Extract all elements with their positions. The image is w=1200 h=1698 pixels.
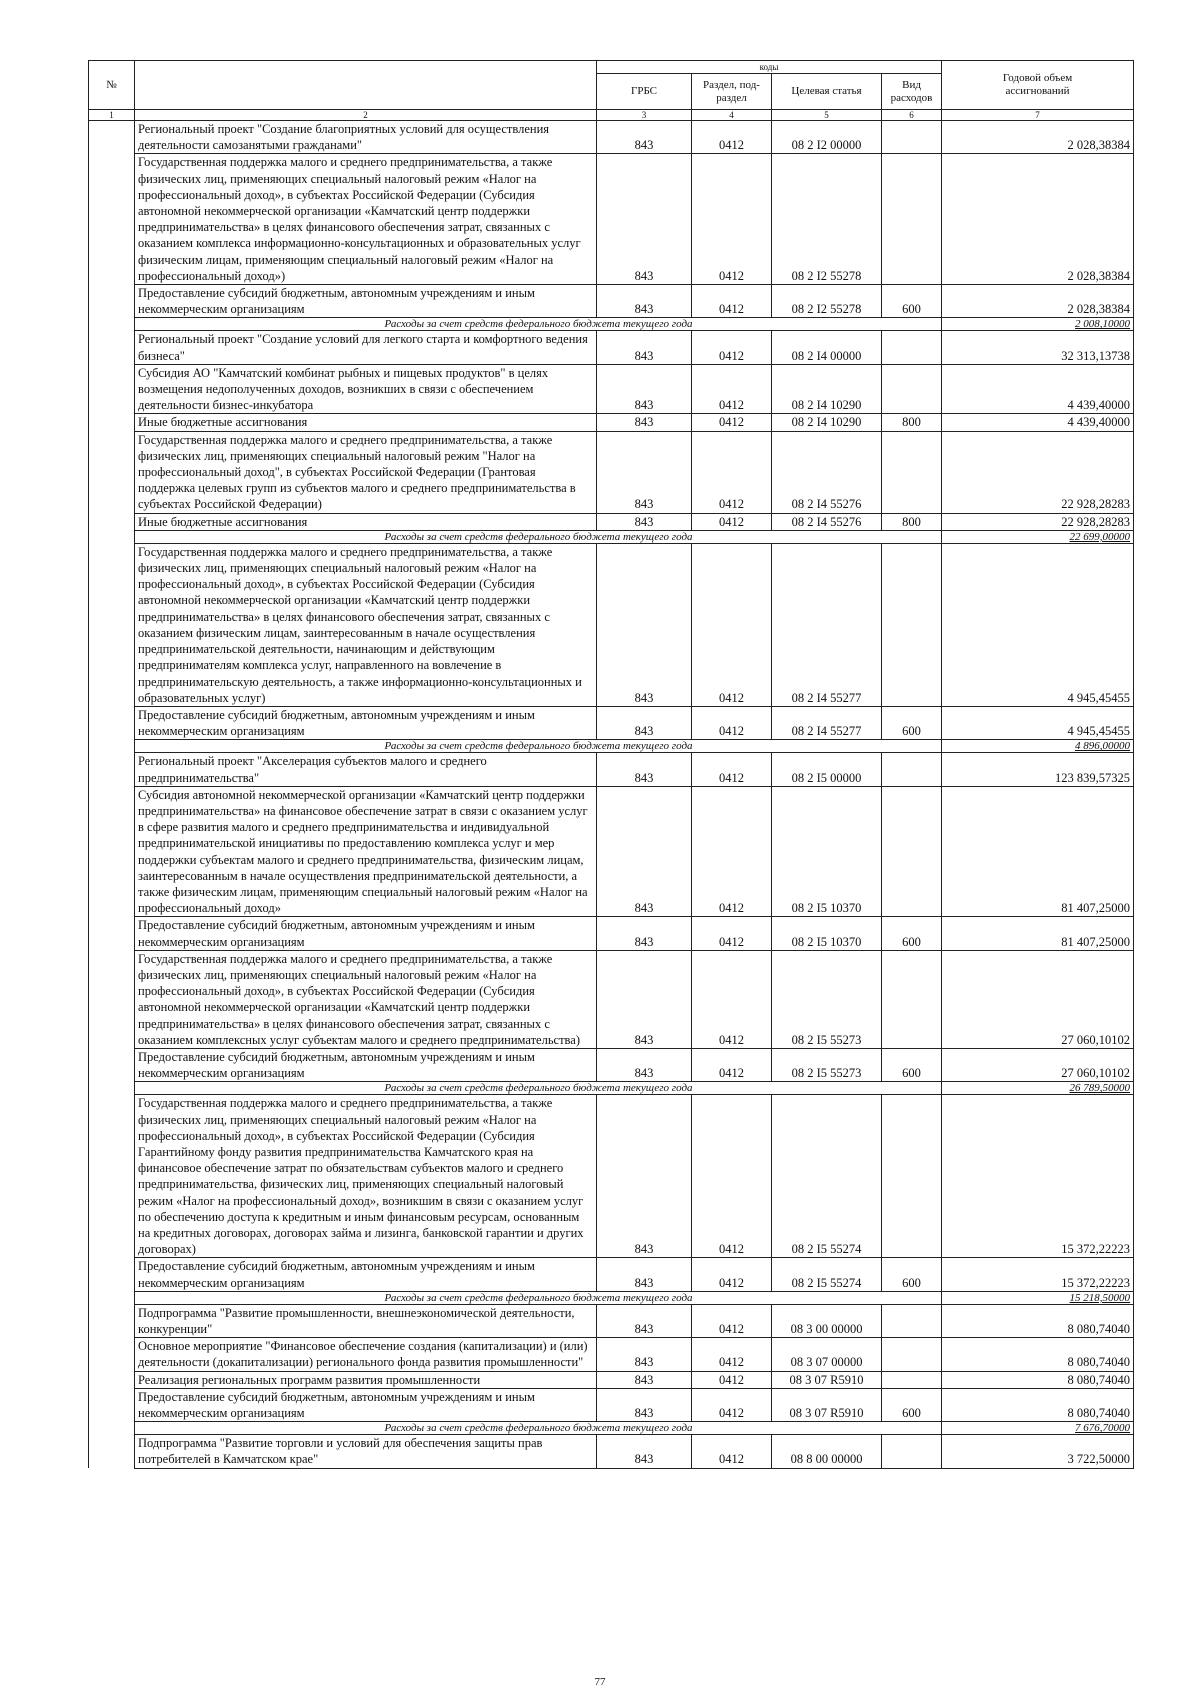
row-target-article: 08 2 I4 00000 — [772, 331, 882, 364]
row-number-cell — [89, 1371, 135, 1388]
table-row — [89, 364, 1134, 414]
table-row — [89, 1258, 1134, 1291]
budget-table-sheet — [88, 60, 1133, 1469]
column-number: 5 — [772, 110, 882, 121]
header-section: Раздел, под- раздел — [692, 74, 772, 110]
row-name: Государственная поддержка малого и среднего предпринимательства, а также физических лиц, применяющих специальный налоговый режим «Налог на профессиональный доход», в субъектах Российской Федерации (Субсидия автономной некоммерческой организации «Камчатский центр поддержки предпринимательства» в целях финансового обеспечения затрат, связанных с оказанием комплекса информационно-консультационных и образовательных услуг физическим лицам, применяющим специальный налоговый режим «Налог на профессиональный доход») — [135, 154, 597, 285]
row-name: Субсидия автономной некоммерческой организации «Камчатский центр поддержки предпринимательства» на финансовое обеспечение затрат в связи с оказанием услуг в сфере развития малого и среднего предпринимательства и индивидуальной предпринимательской инициативы по предоставлению комплекса услуг и мер поддержки субъектам малого и среднего предпринимательства, физическим лицам, заинтересованным в начале осуществления предпринимательской деятельности, а также физическим лицам, применяющим специальный налоговый режим «Налог на профессиональный доход» — [135, 786, 597, 917]
row-number-cell — [89, 154, 135, 285]
row-section: 0412 — [692, 1095, 772, 1258]
header-annual-volume: Годовой объем ассигнований — [942, 61, 1134, 110]
row-amount: 22 928,28283 — [942, 431, 1134, 513]
row-amount: 3 722,50000 — [942, 1435, 1134, 1468]
row-grbs: 843 — [597, 331, 692, 364]
row-section: 0412 — [692, 1435, 772, 1468]
row-target-article: 08 2 I5 55274 — [772, 1095, 882, 1258]
row-grbs: 843 — [597, 1304, 692, 1337]
row-section: 0412 — [692, 950, 772, 1048]
row-target-article: 08 2 I5 55273 — [772, 950, 882, 1048]
row-grbs: 843 — [597, 121, 692, 154]
table-row — [89, 950, 1134, 1048]
row-section: 0412 — [692, 917, 772, 950]
row-grbs: 843 — [597, 786, 692, 917]
row-section: 0412 — [692, 431, 772, 513]
row-amount: 27 060,10102 — [942, 950, 1134, 1048]
row-name: Реализация региональных программ развития промышленности — [135, 1371, 597, 1388]
row-amount: 22 928,28283 — [942, 513, 1134, 530]
table-body — [89, 121, 1134, 1469]
row-expense-type: 800 — [882, 513, 942, 530]
row-grbs: 843 — [597, 285, 692, 318]
row-expense-type: 600 — [882, 1388, 942, 1421]
table-row — [89, 1048, 1134, 1081]
row-number-cell — [89, 1388, 135, 1421]
row-number-cell — [89, 1258, 135, 1291]
row-target-article: 08 2 I5 55273 — [772, 1048, 882, 1081]
row-target-article: 08 2 I4 55277 — [772, 543, 882, 706]
row-amount: 4 439,40000 — [942, 364, 1134, 414]
column-number: 6 — [882, 110, 942, 121]
row-grbs: 843 — [597, 513, 692, 530]
row-amount: 81 407,25000 — [942, 786, 1134, 917]
row-section: 0412 — [692, 786, 772, 917]
row-number-cell — [89, 364, 135, 414]
row-number-cell — [89, 318, 135, 331]
table-row — [89, 753, 1134, 786]
table-row — [89, 1304, 1134, 1337]
row-section: 0412 — [692, 331, 772, 364]
row-section: 0412 — [692, 1048, 772, 1081]
row-amount: 4 439,40000 — [942, 414, 1134, 431]
row-expense-type — [882, 786, 942, 917]
row-target-article: 08 2 I4 55277 — [772, 706, 882, 739]
table-row — [89, 1371, 1134, 1388]
row-target-article: 08 3 00 00000 — [772, 1304, 882, 1337]
row-number-cell — [89, 1082, 135, 1095]
row-grbs: 843 — [597, 1338, 692, 1371]
row-expense-type — [882, 1338, 942, 1371]
row-name: Предоставление субсидий бюджетным, автономным учреждениям и иным некоммерческим организациям — [135, 1258, 597, 1291]
table-row — [89, 1388, 1134, 1421]
federal-budget-label: Расходы за счет средств федерального бюджета текущего года — [135, 318, 942, 331]
row-number-cell — [89, 513, 135, 530]
row-section: 0412 — [692, 154, 772, 285]
row-grbs: 843 — [597, 917, 692, 950]
row-target-article: 08 2 I4 10290 — [772, 364, 882, 414]
row-section: 0412 — [692, 543, 772, 706]
header-column-numbers — [89, 110, 1134, 121]
row-name: Региональный проект "Создание условий для легкого старта и комфортного ведения бизнеса" — [135, 331, 597, 364]
row-amount: 15 372,22223 — [942, 1095, 1134, 1258]
row-grbs: 843 — [597, 543, 692, 706]
row-section: 0412 — [692, 285, 772, 318]
row-number-cell — [89, 753, 135, 786]
row-number-cell — [89, 121, 135, 154]
column-number: 3 — [597, 110, 692, 121]
row-target-article: 08 2 I5 10370 — [772, 786, 882, 917]
federal-budget-row — [89, 1422, 1134, 1435]
row-number-cell — [89, 1291, 135, 1304]
federal-budget-amount: 7 676,70000 — [942, 1422, 1134, 1435]
row-amount: 32 313,13738 — [942, 331, 1134, 364]
row-expense-type — [882, 331, 942, 364]
row-name: Региональный проект "Акселерация субъектов малого и среднего предпринимательства" — [135, 753, 597, 786]
row-section: 0412 — [692, 1338, 772, 1371]
row-number-cell — [89, 950, 135, 1048]
row-section: 0412 — [692, 1304, 772, 1337]
row-name: Предоставление субсидий бюджетным, автономным учреждениям и иным некоммерческим организациям — [135, 706, 597, 739]
row-amount: 15 372,22223 — [942, 1258, 1134, 1291]
row-name: Предоставление субсидий бюджетным, автономным учреждениям и иным некоммерческим организациям — [135, 917, 597, 950]
row-amount: 2 028,38384 — [942, 154, 1134, 285]
row-amount: 2 028,38384 — [942, 285, 1134, 318]
table-row — [89, 706, 1134, 739]
table-row — [89, 1435, 1134, 1468]
row-number-cell — [89, 285, 135, 318]
row-grbs: 843 — [597, 753, 692, 786]
federal-budget-amount: 26 789,50000 — [942, 1082, 1134, 1095]
row-name: Государственная поддержка малого и среднего предпринимательства, а также физических лиц, применяющих специальный налоговый режим «Налог на профессиональный доход», в субъектах Российской Федерации (Субсидия автономной некоммерческой организации «Камчатский центр поддержки предпринимательства» в целях финансового обеспечения затрат, связанных с оказанием комплексных услуг субъектам малого и среднего предпринимательства) — [135, 950, 597, 1048]
row-target-article: 08 3 07 00000 — [772, 1338, 882, 1371]
row-target-article: 08 8 00 00000 — [772, 1435, 882, 1468]
row-grbs: 843 — [597, 364, 692, 414]
row-name: Иные бюджетные ассигнования — [135, 513, 597, 530]
federal-budget-label: Расходы за счет средств федерального бюджета текущего года — [135, 740, 942, 753]
row-number-cell — [89, 917, 135, 950]
table-row — [89, 1338, 1134, 1371]
row-name: Подпрограмма "Развитие промышленности, внешнеэкономической деятельности, конкуренции" — [135, 1304, 597, 1337]
row-number-cell — [89, 1095, 135, 1258]
row-expense-type: 600 — [882, 1048, 942, 1081]
row-number-cell — [89, 530, 135, 543]
row-name: Государственная поддержка малого и среднего предпринимательства, а также физических лиц, применяющих специальный налоговый режим «Налог на профессиональный доход», в субъектах Российской Федерации (Субсидия Гарантийному фонду развития предпринимательства Камчатского края на финансовое обеспечение затрат по обязательствам субъектов малого и среднего предпринимательства, физических лиц, применяющих специальный налоговый режим «Налог на профессиональный доход», возникшим в связи с оказанием услуг по обеспечению доступа к кредитным и иным финансовым ресурсам, основанным на кредитных договорах, договорах займа и лизинга, банковской гарантии и других договорах) — [135, 1095, 597, 1258]
table-row — [89, 414, 1134, 431]
row-grbs: 843 — [597, 1095, 692, 1258]
header-name — [135, 61, 597, 110]
row-expense-type — [882, 154, 942, 285]
row-target-article: 08 2 I4 55276 — [772, 513, 882, 530]
row-amount: 123 839,57325 — [942, 753, 1134, 786]
table-row — [89, 917, 1134, 950]
table-row — [89, 786, 1134, 917]
row-name: Государственная поддержка малого и среднего предпринимательства, а также физических лиц, применяющих специальный налоговый режим "Налог на профессиональный доход", в субъектах Российской Федерации (Грантовая поддержка целевых групп из субъектов малого и среднего предпринимательства в субъектах Российской Федерации) — [135, 431, 597, 513]
row-expense-type: 600 — [882, 285, 942, 318]
header-expense-type: Вид расходов — [882, 74, 942, 110]
row-number-cell — [89, 543, 135, 706]
row-name: Основное мероприятие "Финансовое обеспечение создания (капитализации) и (или) деятельности (докапитализации) регионального фонда развития промышленности" — [135, 1338, 597, 1371]
budget-table — [88, 60, 1134, 1469]
row-number-cell — [89, 786, 135, 917]
federal-budget-amount: 15 218,50000 — [942, 1291, 1134, 1304]
row-number-cell — [89, 431, 135, 513]
row-amount: 8 080,74040 — [942, 1371, 1134, 1388]
row-target-article: 08 2 I5 10370 — [772, 917, 882, 950]
page-number: 77 — [594, 1676, 606, 1688]
row-target-article: 08 2 I4 55276 — [772, 431, 882, 513]
row-section: 0412 — [692, 1258, 772, 1291]
row-number-cell — [89, 740, 135, 753]
column-number: 1 — [89, 110, 135, 121]
row-name: Предоставление субсидий бюджетным, автономным учреждениям и иным некоммерческим организациям — [135, 1388, 597, 1421]
row-grbs: 843 — [597, 950, 692, 1048]
table-row — [89, 513, 1134, 530]
row-amount: 8 080,74040 — [942, 1304, 1134, 1337]
row-amount: 81 407,25000 — [942, 917, 1134, 950]
row-expense-type — [882, 1304, 942, 1337]
row-amount: 8 080,74040 — [942, 1338, 1134, 1371]
row-expense-type — [882, 1435, 942, 1468]
row-target-article: 08 3 07 R5910 — [772, 1371, 882, 1388]
header-number: № — [89, 61, 135, 110]
row-number-cell — [89, 1304, 135, 1337]
row-number-cell — [89, 1435, 135, 1468]
row-expense-type: 600 — [882, 1258, 942, 1291]
federal-budget-row — [89, 318, 1134, 331]
row-grbs: 843 — [597, 1435, 692, 1468]
row-expense-type — [882, 1371, 942, 1388]
row-amount: 8 080,74040 — [942, 1388, 1134, 1421]
federal-budget-row — [89, 1082, 1134, 1095]
row-number-cell — [89, 1338, 135, 1371]
row-amount: 4 945,45455 — [942, 706, 1134, 739]
federal-budget-label: Расходы за счет средств федерального бюджета текущего года — [135, 1422, 942, 1435]
row-section: 0412 — [692, 121, 772, 154]
row-expense-type — [882, 121, 942, 154]
row-section: 0412 — [692, 364, 772, 414]
row-section: 0412 — [692, 706, 772, 739]
federal-budget-label: Расходы за счет средств федерального бюджета текущего года — [135, 1082, 942, 1095]
row-expense-type — [882, 543, 942, 706]
federal-budget-row — [89, 530, 1134, 543]
row-section: 0412 — [692, 513, 772, 530]
row-grbs: 843 — [597, 154, 692, 285]
row-target-article: 08 2 I5 00000 — [772, 753, 882, 786]
federal-budget-amount: 2 008,10000 — [942, 318, 1134, 331]
row-expense-type — [882, 431, 942, 513]
row-expense-type — [882, 950, 942, 1048]
row-grbs: 843 — [597, 1388, 692, 1421]
column-number: 7 — [942, 110, 1134, 121]
federal-budget-row — [89, 1291, 1134, 1304]
row-expense-type — [882, 1095, 942, 1258]
row-grbs: 843 — [597, 414, 692, 431]
row-name: Субсидия АО "Камчатский комбинат рыбных и пищевых продуктов" в целях возмещения недополученных доходов, возникших в связи с обеспечением деятельности бизнес-инкубатора — [135, 364, 597, 414]
row-target-article: 08 3 07 R5910 — [772, 1388, 882, 1421]
header-grbs: ГРБС — [597, 74, 692, 110]
row-name: Государственная поддержка малого и среднего предпринимательства, а также физических лиц, применяющих специальный налоговый режим «Налог на профессиональный доход», в субъектах Российской Федерации (Субсидия автономной некоммерческой организации «Камчатский центр поддержки предпринимательства» в целях финансового обеспечения затрат, связанных с оказанием физическим лицам, заинтересованным в начале осуществления предпринимательской деятельности, начинающим и действующим предпринимателям комплекса услуг, направленного на вовлечение в предпринимательскую деятельность, а также информационно-консультационных и образовательных услуг) — [135, 543, 597, 706]
row-number-cell — [89, 331, 135, 364]
row-number-cell — [89, 414, 135, 431]
row-expense-type — [882, 753, 942, 786]
federal-budget-amount: 4 896,00000 — [942, 740, 1134, 753]
row-number-cell — [89, 1422, 135, 1435]
row-amount: 4 945,45455 — [942, 543, 1134, 706]
federal-budget-amount: 22 699,00000 — [942, 530, 1134, 543]
row-name: Иные бюджетные ассигнования — [135, 414, 597, 431]
federal-budget-label: Расходы за счет средств федерального бюджета текущего года — [135, 1291, 942, 1304]
row-expense-type: 600 — [882, 706, 942, 739]
column-number: 2 — [135, 110, 597, 121]
table-row — [89, 543, 1134, 706]
row-name: Предоставление субсидий бюджетным, автономным учреждениям и иным некоммерческим организациям — [135, 285, 597, 318]
header-codes: коды — [597, 61, 942, 74]
row-target-article: 08 2 I4 10290 — [772, 414, 882, 431]
row-expense-type: 600 — [882, 917, 942, 950]
row-target-article: 08 2 I2 55278 — [772, 154, 882, 285]
header-target-article: Целевая статья — [772, 74, 882, 110]
row-grbs: 843 — [597, 706, 692, 739]
table-row — [89, 1095, 1134, 1258]
row-target-article: 08 2 I5 55274 — [772, 1258, 882, 1291]
row-name: Предоставление субсидий бюджетным, автономным учреждениям и иным некоммерческим организациям — [135, 1048, 597, 1081]
row-expense-type — [882, 364, 942, 414]
row-section: 0412 — [692, 1371, 772, 1388]
row-section: 0412 — [692, 753, 772, 786]
row-name: Региональный проект "Создание благоприятных условий для осуществления деятельности самозанятыми гражданами" — [135, 121, 597, 154]
row-grbs: 843 — [597, 1258, 692, 1291]
table-row — [89, 154, 1134, 285]
column-number: 4 — [692, 110, 772, 121]
table-header — [89, 61, 1134, 121]
row-number-cell — [89, 706, 135, 739]
federal-budget-label: Расходы за счет средств федерального бюджета текущего года — [135, 530, 942, 543]
table-row — [89, 285, 1134, 318]
federal-budget-row — [89, 740, 1134, 753]
row-target-article: 08 2 I2 00000 — [772, 121, 882, 154]
row-expense-type: 800 — [882, 414, 942, 431]
row-grbs: 843 — [597, 431, 692, 513]
table-row — [89, 121, 1134, 154]
row-grbs: 843 — [597, 1048, 692, 1081]
row-number-cell — [89, 1048, 135, 1081]
row-amount: 27 060,10102 — [942, 1048, 1134, 1081]
row-section: 0412 — [692, 1388, 772, 1421]
row-grbs: 843 — [597, 1371, 692, 1388]
row-name: Подпрограмма "Развитие торговли и условий для обеспечения защиты прав потребителей в Камчатском крае" — [135, 1435, 597, 1468]
table-row — [89, 331, 1134, 364]
row-amount: 2 028,38384 — [942, 121, 1134, 154]
row-target-article: 08 2 I2 55278 — [772, 285, 882, 318]
row-section: 0412 — [692, 414, 772, 431]
table-row — [89, 431, 1134, 513]
